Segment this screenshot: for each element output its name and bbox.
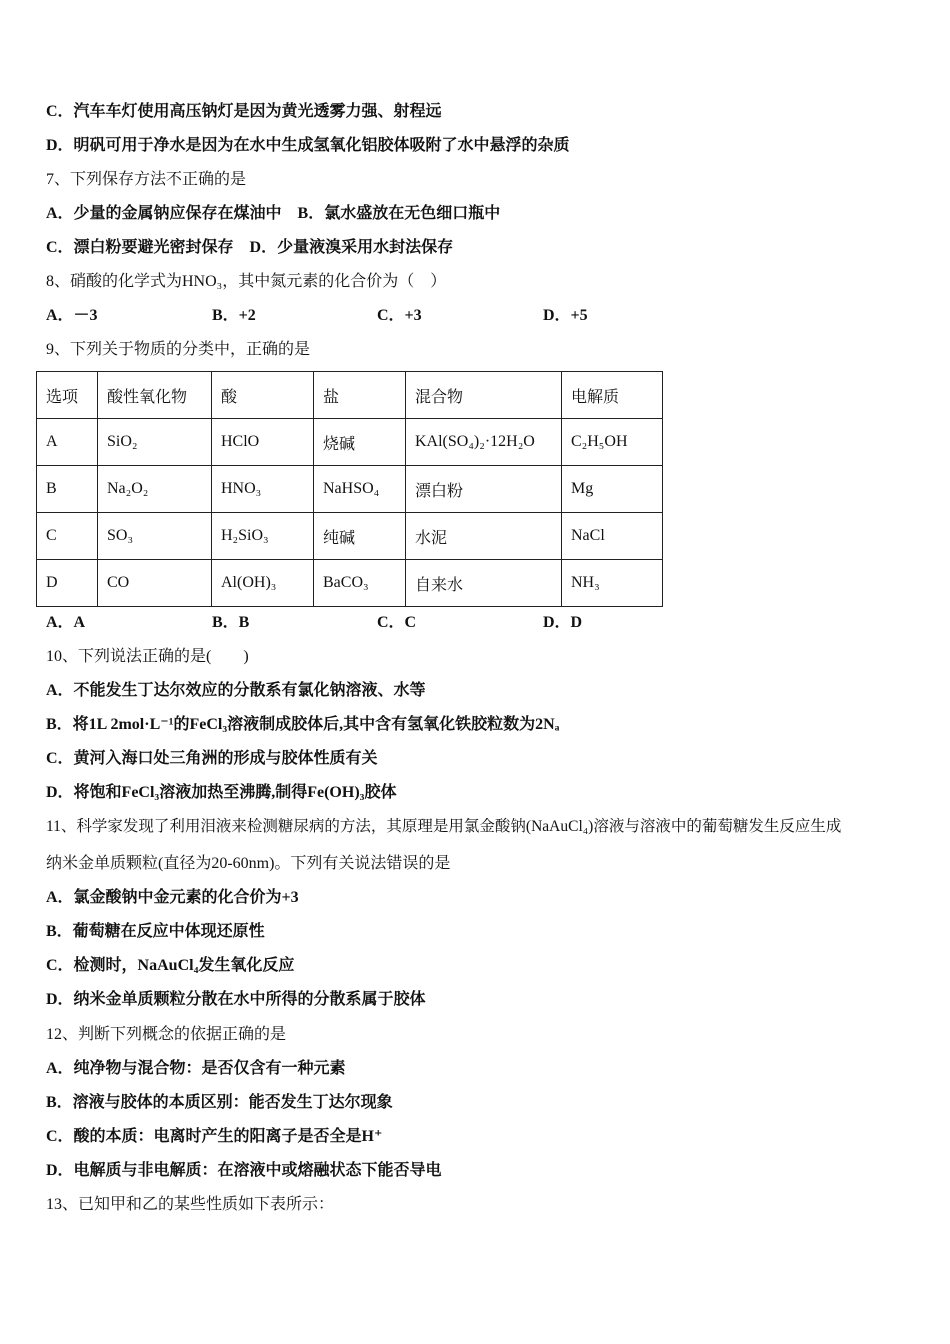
question-11-option-b: B．葡萄糖在反应中体现还原性 [46,923,265,940]
question-9-option-d: D．D [543,614,583,631]
question-10-option-a: A．不能发生丁达尔效应的分散系有氯化钠溶液、水等 [46,682,426,699]
table-cell: Na₂O₂ [98,466,212,513]
question-12-option-b: B．溶液与胶体的本质区别：能否发生丁达尔现象 [46,1094,393,1111]
question-11-stem: 11、科学家发现了利用泪液来检测糖尿病的方法，其原理是用氯金酸钠(NaAuCl₄)溶液与溶液中的葡萄糖发生反应生成 [46,818,842,835]
table-header: 选项 [37,372,98,419]
question-12-option-c: C．酸的本质：电离时产生的阳离子是否全是H⁺ [46,1128,383,1145]
table-cell: SO₃ [98,513,212,560]
question-10-stem: 10、下列说法正确的是( ) [46,648,249,665]
table-cell: CO [98,560,212,607]
question-9-option-b: B．B [212,614,250,631]
question-9-stem: 9、下列关于物质的分类中，正确的是 [46,341,311,358]
question-8-option-a: A．－3 [46,307,98,324]
question-8-option-c: C．+3 [377,307,422,324]
table-header: 酸性氧化物 [98,372,212,419]
question-8-option-b: B．+2 [212,307,256,324]
question-11-option-c: C．检测时，NaAuCl₄发生氧化反应 [46,957,295,974]
table-cell: C [37,513,98,560]
table-cell: B [37,466,98,513]
table-cell: HClO [212,419,314,466]
table-cell: 纯碱 [314,513,406,560]
question-10-option-b: B．将1L 2mol·L⁻¹的FeCl₃溶液制成胶体后,其中含有氢氧化铁胶粒数为2Nₐ [46,716,560,733]
question-8-stem: 8、硝酸的化学式为HNO₃，其中氮元素的化合价为（ ） [46,273,447,290]
question-10-option-c: C．黄河入海口处三角洲的形成与胶体性质有关 [46,750,378,767]
question-11-stem-cont: 纳米金单质颗粒(直径为20-60nm)。下列有关说法错误的是 [46,855,451,872]
question-6-option-c: C．汽车车灯使用高压钠灯是因为黄光透雾力强、射程远 [46,103,442,120]
table-header-row [37,372,663,419]
question-7-options-ab: A．少量的金属钠应保存在煤油中 B．氯水盛放在无色细口瓶中 [46,205,501,222]
table-cell: 烧碱 [314,419,406,466]
question-6-option-d: D．明矾可用于净水是因为在水中生成氢氧化铝胶体吸附了水中悬浮的杂质 [46,137,570,154]
table-row [37,560,663,607]
question-10-option-d: D．将饱和FeCl₃溶液加热至沸腾,制得Fe(OH)₃胶体 [46,784,397,801]
table-cell: NaHSO₄ [314,466,406,513]
table-cell: Al(OH)₃ [212,560,314,607]
question-9-option-a: A．A [46,614,86,631]
table-row [37,513,663,560]
table-header: 盐 [314,372,406,419]
table-cell: D [37,560,98,607]
table-header: 混合物 [406,372,562,419]
classification-table [36,371,663,607]
table-header: 酸 [212,372,314,419]
table-cell: 漂白粉 [406,466,562,513]
table-header: 电解质 [562,372,663,419]
question-11-option-a: A．氯金酸钠中金元素的化合价为+3 [46,889,299,906]
table-cell: HNO₃ [212,466,314,513]
table-cell: 自来水 [406,560,562,607]
question-12-option-a: A．纯净物与混合物：是否仅含有一种元素 [46,1060,346,1077]
question-7-options-cd: C．漂白粉要避光密封保存 D．少量液溴采用水封法保存 [46,239,454,256]
table-row [37,466,663,513]
table-cell: NH₃ [562,560,663,607]
table-cell: 水泥 [406,513,562,560]
question-13-stem: 13、已知甲和乙的某些性质如下表所示： [46,1196,335,1213]
table-cell: KAl(SO₄)₂·12H₂O [406,419,562,466]
table-cell: NaCl [562,513,663,560]
question-12-option-d: D．电解质与非电解质：在溶液中或熔融状态下能否导电 [46,1162,442,1179]
table-row [37,419,663,466]
table-cell: H₂SiO₃ [212,513,314,560]
question-11-option-d: D．纳米金单质颗粒分散在水中所得的分散系属于胶体 [46,991,426,1008]
table-cell: SiO₂ [98,419,212,466]
table-cell: C₂H₅OH [562,419,663,466]
table-cell: BaCO₃ [314,560,406,607]
question-12-stem: 12、判断下列概念的依据正确的是 [46,1026,287,1043]
table-cell: Mg [562,466,663,513]
question-9-option-c: C．C [377,614,417,631]
question-7-stem: 7、下列保存方法不正确的是 [46,171,247,188]
table-cell: A [37,419,98,466]
question-8-option-d: D．+5 [543,307,588,324]
